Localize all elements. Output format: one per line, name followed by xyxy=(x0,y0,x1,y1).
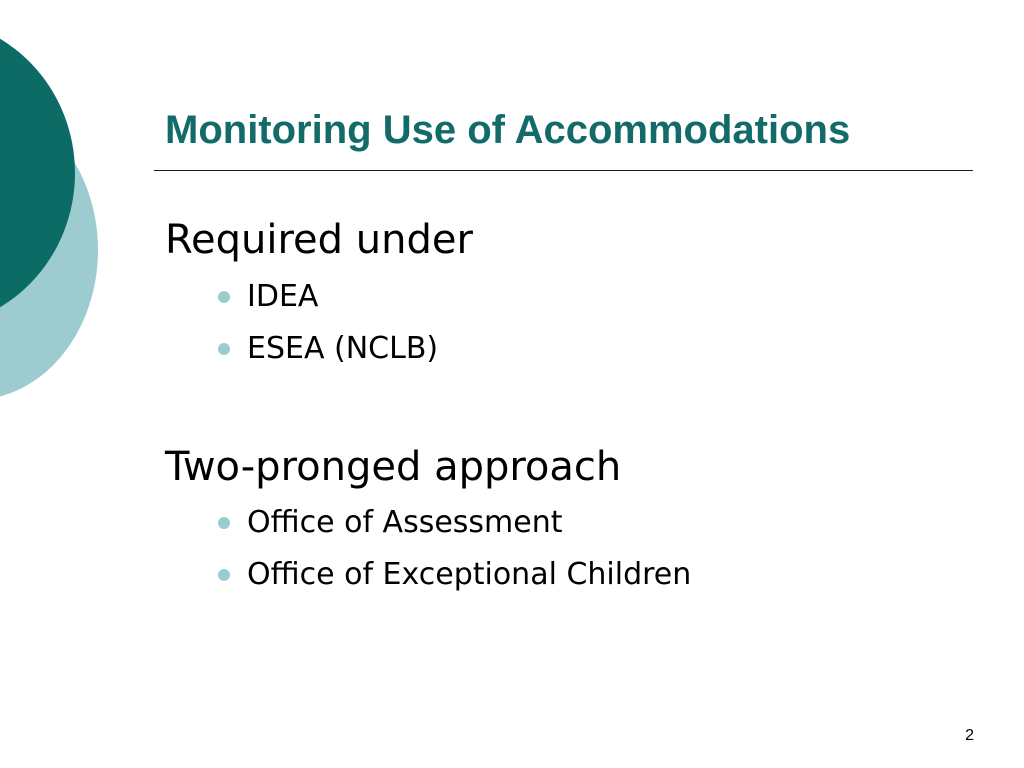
bullet-item-office-of-exceptional-children xyxy=(218,555,691,595)
bullet-item-esea-nclb xyxy=(218,329,438,369)
section-heading-two-pronged-approach: Two-pronged approach xyxy=(165,444,622,490)
bullet-item-office-of-assessment xyxy=(218,503,563,543)
bullet-text: Office of Assessment xyxy=(247,505,563,540)
round-bullet-icon xyxy=(218,291,230,303)
bullet-text: IDEA xyxy=(247,279,319,314)
bullet-text: Office of Exceptional Children xyxy=(247,557,692,592)
page-number: 2 xyxy=(965,727,974,744)
section-heading-required-under: Required under xyxy=(165,217,473,263)
bullet-item-idea xyxy=(218,277,318,317)
title-underline xyxy=(154,170,973,171)
bullet-text: ESEA (NCLB) xyxy=(247,331,439,366)
slide-title: Monitoring Use of Accommodations xyxy=(165,108,851,152)
round-bullet-icon xyxy=(218,343,230,355)
round-bullet-icon xyxy=(218,517,230,529)
round-bullet-icon xyxy=(218,569,230,581)
